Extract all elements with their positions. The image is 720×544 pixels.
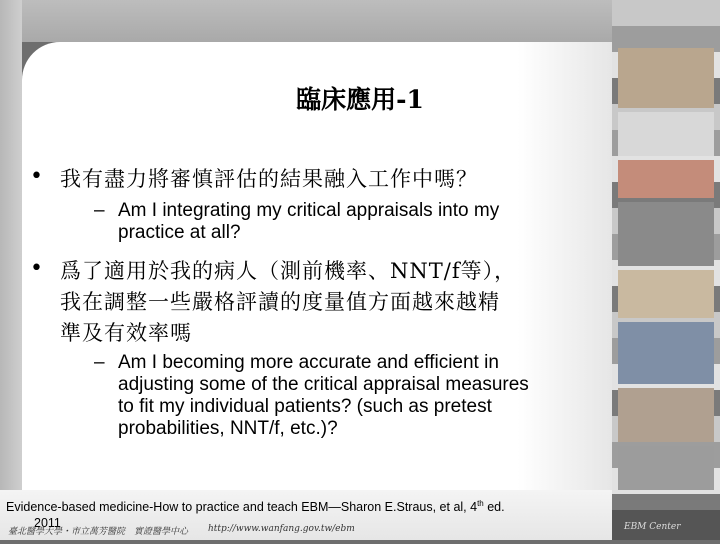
bullet-symbol: •: [30, 164, 43, 189]
citation-line-2: 2011: [34, 516, 61, 531]
bullet-2-line-3: 準及有效率嗎: [60, 321, 192, 345]
bullet-2: [30, 256, 610, 352]
photo-collage-image: [612, 0, 720, 540]
citation-superscript: th: [477, 499, 484, 508]
sub-bullet-symbol: –: [94, 352, 105, 373]
footer-url: http://www.wanfang.gov.tw/ebm: [208, 524, 355, 534]
bullet-2-line-2: 我在調整一些嚴格評讀的度量值方面越來越精: [60, 290, 500, 314]
slide-title: 臨床應用-1: [296, 85, 424, 114]
bullet-2-sub-line-2: adjusting some of the critical appraisal measures: [118, 374, 529, 395]
footer-credit: EBM Center: [624, 522, 681, 532]
footer-institution: 臺北醫學大學・市立萬芳醫院 實證醫學中心: [8, 527, 189, 537]
bullet-1-line-1: 我有盡力將審慎評估的結果融入工作中嗎？: [60, 167, 478, 191]
bullet-2-sub-line-4: probabilities, NNT/f, etc.)?: [118, 418, 338, 439]
sub-bullet-symbol: –: [94, 200, 105, 221]
photo-collage-strip: [612, 0, 720, 540]
bullet-2-text: [60, 256, 516, 349]
bullet-2-sub-line-1: Am I becoming more accurate and efficient in: [118, 352, 499, 373]
bullet-1: [30, 164, 600, 196]
citation-text: Evidence-based medicine-How to practice and teach EBM—Sharon E.Straus, et al, 4: [6, 500, 478, 515]
bullet-symbol: •: [30, 256, 43, 281]
bullet-2-line-1: 爲了適用於我的病人（測前機率、NNT/f等），: [60, 259, 517, 283]
bullet-2-sub: [94, 352, 604, 442]
bullet-2-sub-line-3: to fit my individual patients? (such as pretest: [118, 396, 492, 417]
bullet-1-sub-text: [118, 200, 499, 244]
left-frame-band: [0, 0, 22, 540]
bullet-1-sub-line-2: practice at all?: [118, 222, 241, 243]
bullet-1-text: [60, 164, 478, 195]
citation-edition: ed.: [483, 500, 505, 515]
bullet-1-sub-line-1: Am I integrating my critical appraisals into my: [118, 200, 500, 221]
bullet-1-sub: [94, 200, 604, 246]
citation-line-1: [6, 496, 606, 515]
bullet-2-sub-text: [118, 352, 529, 440]
